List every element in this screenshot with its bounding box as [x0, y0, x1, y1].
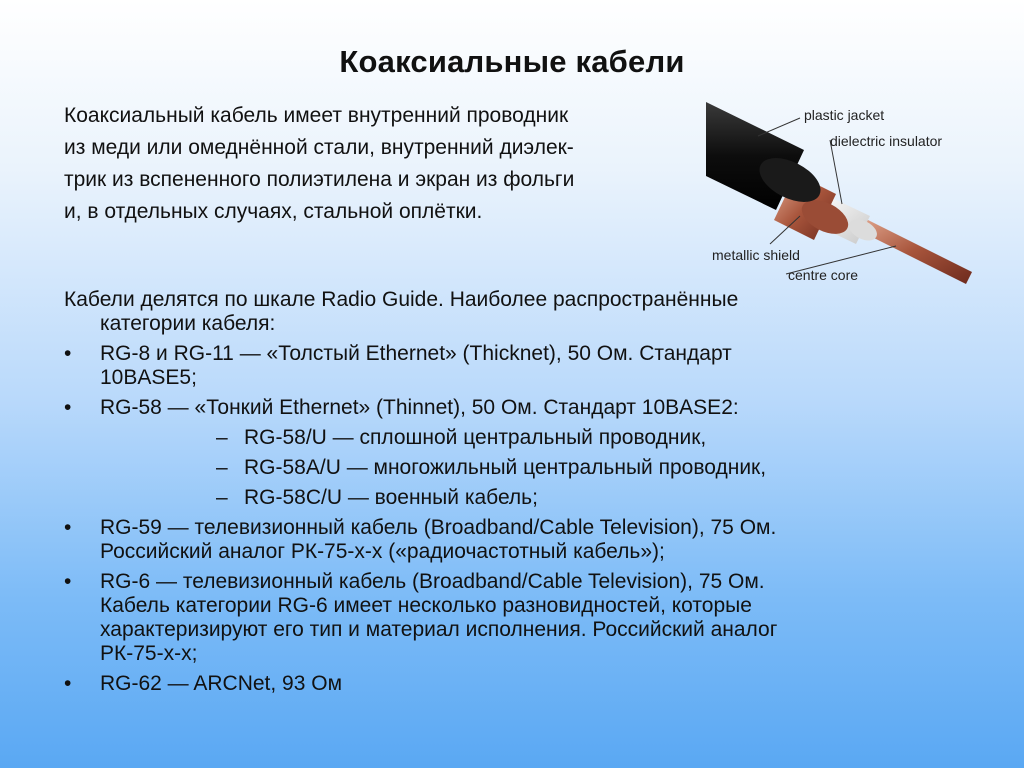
dash-marker: –	[216, 426, 228, 449]
bullet-marker: •	[64, 570, 72, 593]
list-item-line: РК-75-x-x;	[100, 642, 198, 665]
list-item	[64, 570, 964, 666]
label-centre-core: centre core	[788, 267, 859, 283]
list-item-line: RG-8 и RG-11 — «Толстый Ethernet» (Thicknet), 50 Ом. Стандарт	[100, 342, 732, 365]
intro-text	[64, 100, 704, 228]
list-item	[64, 516, 964, 564]
dash-marker: –	[216, 456, 228, 479]
intro-line: трик из вспененного полиэтилена и экран из фольги	[64, 168, 575, 191]
body-content	[64, 288, 964, 702]
list-item-line: Российский аналог РК-75-x-x («радиочастотный кабель»);	[100, 540, 665, 563]
list-item-line: характеризируют его тип и материал исполнения. Российский аналог	[100, 618, 778, 641]
paragraph-line: категории кабеля:	[100, 312, 276, 335]
sub-list-item-text: RG-58C/U — военный кабель;	[244, 486, 538, 509]
intro-line: из меди или омеднённой стали, внутренний диэлек-	[64, 136, 574, 159]
sub-list-item	[64, 486, 964, 510]
label-dielectric-insulator: dielectric insulator	[830, 133, 943, 149]
list-item	[64, 342, 964, 390]
list-item	[64, 672, 964, 696]
list-item-line: RG-62 — ARCNet, 93 Ом	[100, 672, 343, 695]
list-item-line: RG-6 — телевизионный кабель (Broadband/Cable Television), 75 Ом.	[100, 570, 765, 593]
slide-title: Коаксиальные кабели	[339, 44, 685, 79]
intro-line: и, в отдельных случаях, стальной оплётки.	[64, 200, 483, 223]
sub-list-item	[64, 426, 964, 450]
bullet-marker: •	[64, 672, 72, 695]
paragraph-line: Кабели делятся по шкале Radio Guide. Наиболее распространённые	[64, 288, 739, 311]
dash-marker: –	[216, 486, 228, 509]
bullet-marker: •	[64, 396, 72, 419]
list-item-line: RG-58 — «Тонкий Ethernet» (Thinnet), 50 Ом. Стандарт 10BASE2:	[100, 396, 739, 419]
list-item-line: 10BASE5;	[100, 366, 197, 389]
label-metallic-shield: metallic shield	[712, 247, 800, 263]
list-item-line: Кабель категории RG-6 имеет несколько разновидностей, которые	[100, 594, 752, 617]
coaxial-cable-diagram	[700, 96, 976, 286]
sub-list-item	[64, 456, 964, 480]
bullet-marker: •	[64, 342, 72, 365]
categories-paragraph	[64, 288, 964, 336]
intro-line: Коаксиальный кабель имеет внутренний проводник	[64, 104, 569, 127]
sub-list-item-text: RG-58/U — сплошной центральный проводник,	[244, 426, 707, 449]
list-item	[64, 396, 964, 420]
label-plastic-jacket: plastic jacket	[804, 107, 885, 123]
bullet-marker: •	[64, 516, 72, 539]
sub-list-item-text: RG-58A/U — многожильный центральный проводник,	[244, 456, 767, 479]
list-item-line: RG-59 — телевизионный кабель (Broadband/Cable Television), 75 Ом.	[100, 516, 777, 539]
